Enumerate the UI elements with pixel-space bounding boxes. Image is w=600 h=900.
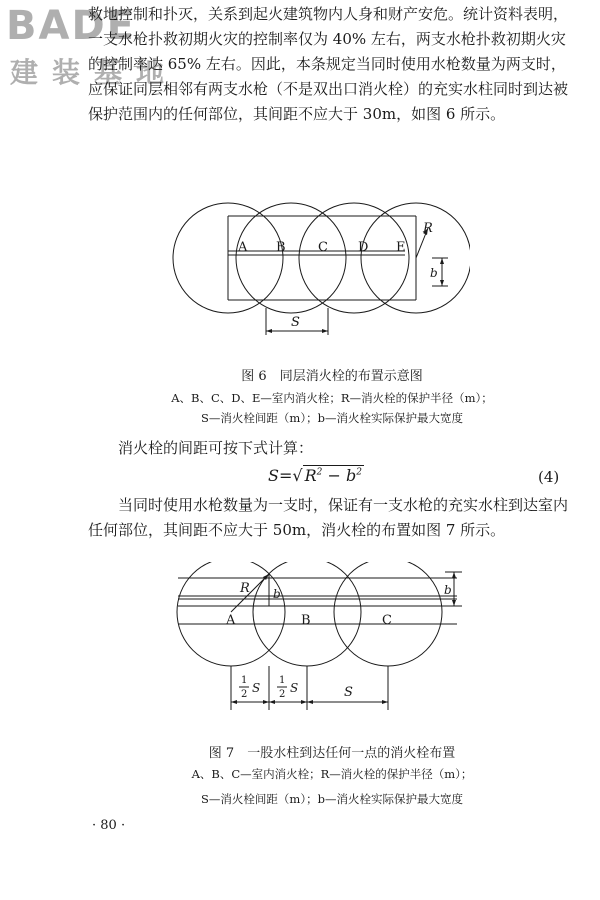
hydrant-label-a: A	[226, 613, 236, 628]
figure-6-legend-line-1: A、B、C、D、E—室内消火栓；R—消火栓的保护半径（m）；	[171, 391, 493, 405]
hydrant-label-b: B	[301, 613, 311, 628]
width-dimension-label: b	[444, 583, 452, 597]
width-label: b	[430, 266, 438, 280]
formula-root-sign: √	[292, 466, 303, 485]
half-numerator-1: 1	[241, 675, 248, 686]
figure-6	[170, 188, 470, 352]
formula-equals: =	[278, 466, 293, 485]
protection-circle-c	[299, 203, 409, 313]
half-spacing-label-2: S	[290, 681, 299, 695]
figure-6-caption: 图 6 同层消火栓的布置示意图	[241, 369, 423, 384]
formula-b-exponent: 2	[356, 467, 362, 478]
paragraph-intro: 救地控制和扑灭，关系到起火建筑物内人身和财产安危。统计资料表明，一支水枪扑救初期火灾的控制率仅为 40% 左右，两支水枪扑救初期火灾的控制率达 65% 左右。因此，本条规定当同时使用水枪数量为两支时，应保证同层相邻有两支水枪（不是双出口消火栓）的充实水柱同时到达被保护范围内的任何部位，其间距不应大于 30m，如图 6 所示。	[88, 5, 569, 123]
hydrant-label-a: A	[238, 240, 248, 255]
figure-7-legend-line-1: A、B、C—室内消火栓；R—消火栓的保护半径（m）；	[191, 767, 473, 781]
page-number: · 80 ·	[92, 818, 126, 833]
protection-circle-b	[236, 203, 346, 313]
formula-number: (4)	[538, 468, 560, 486]
hydrant-label-d: D	[358, 240, 369, 255]
figure-7	[170, 562, 480, 736]
spacing-formula	[268, 466, 364, 485]
calculation-intro: 消火栓的间距可按下式计算：	[118, 439, 314, 457]
radius-label: R	[423, 221, 433, 236]
half-denominator-2: 2	[279, 689, 286, 700]
formula-r-exponent: 2	[316, 467, 323, 478]
half-denominator-1: 2	[241, 689, 248, 700]
radius-label: R	[240, 581, 250, 596]
formula-radicand	[303, 465, 364, 485]
figure-6-legend-line-2: S—消火栓间距（m）；b—消火栓实际保护最大宽度	[201, 411, 463, 425]
spacing-label: S	[344, 685, 353, 700]
figure-7-legend-line-2: S—消火栓间距（m）；b—消火栓实际保护最大宽度	[201, 792, 463, 806]
watermark-subtitle: 建装基地	[10, 56, 179, 89]
formula-minus: −	[322, 466, 346, 485]
figure-6-diagram	[170, 188, 470, 348]
formula-r: R	[304, 466, 317, 485]
figure-7-diagram	[170, 562, 480, 732]
half-numerator-2: 1	[279, 675, 286, 686]
spacing-label: S	[291, 315, 300, 330]
formula-lhs: S	[268, 466, 279, 485]
figure-7-caption: 图 7 一股水柱到达任何一点的消火栓布置	[208, 746, 456, 761]
half-spacing-label-1: S	[252, 681, 261, 695]
watermark-brand: BADE	[6, 3, 136, 49]
paragraph-single-nozzle: 当同时使用水枪数量为一支时，保证有一支水枪的充实水柱到达室内任何部位，其间距不应大于 50m，消火栓的布置如图 7 所示。	[88, 496, 569, 539]
hydrant-label-e: E	[396, 240, 406, 255]
formula-b: b	[345, 466, 357, 485]
width-label: b	[273, 587, 281, 601]
hydrant-label-c: C	[318, 240, 328, 255]
hydrant-label-b: B	[276, 240, 286, 255]
hydrant-label-c: C	[382, 613, 392, 628]
